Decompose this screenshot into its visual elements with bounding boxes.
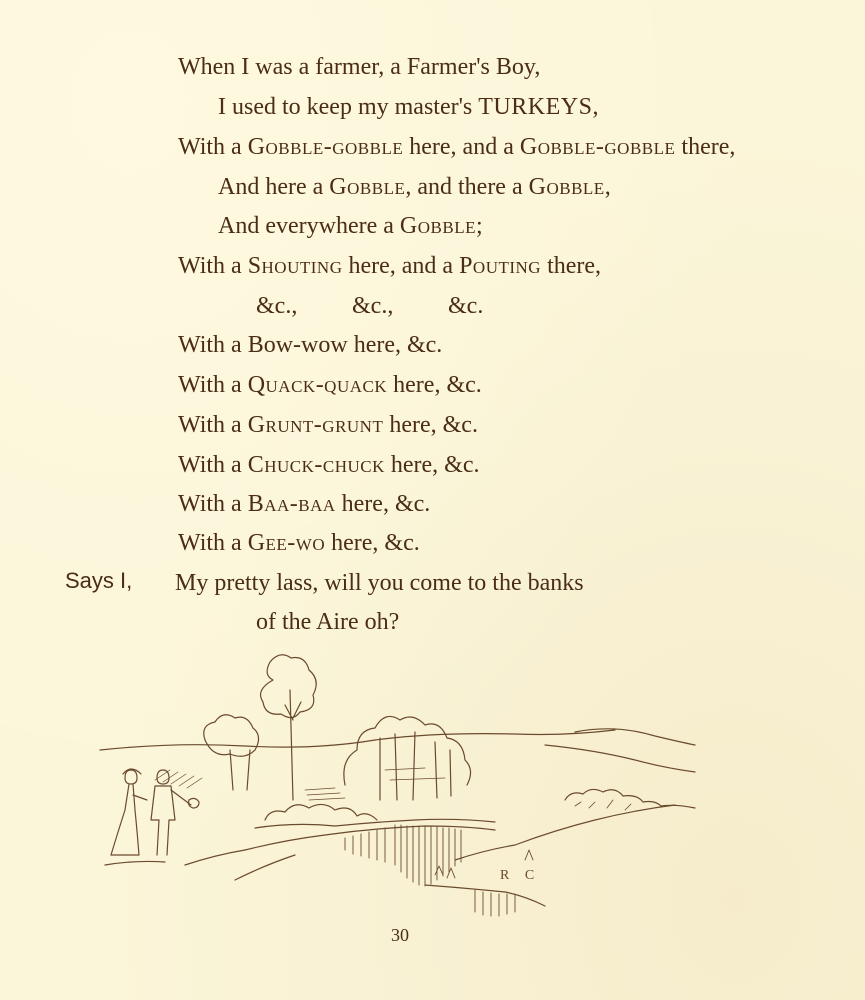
illustrator-monogram: R C — [500, 868, 541, 883]
verse-line-8: With a Bow-wow here, &c. — [178, 332, 443, 358]
verse-line-11: With a Chuck-chuck here, &c. — [178, 452, 480, 478]
verse-line-7-etc-3: &c. — [448, 293, 484, 319]
verse-line-15: of the Aire oh? — [256, 609, 400, 635]
verse-line-4: And here a Gobble, and there a Gobble, — [218, 174, 611, 200]
verse-line-14: My pretty lass, will you come to the banks — [175, 570, 584, 596]
verse-line-9: With a Quack-quack here, &c. — [178, 372, 482, 398]
verse-line-3: With a Gobble-gobble here, and a Gobble-gobble there, — [178, 134, 736, 160]
verse-line-7-etc-2: &c., — [352, 293, 394, 319]
verse-line-7-etc-1: &c., — [256, 293, 298, 319]
verse-line-13: With a Gee-wo here, &c. — [178, 530, 420, 556]
verse-line-5: And everywhere a Gobble; — [218, 213, 483, 239]
verse-line-12: With a Baa-baa here, &c. — [178, 491, 431, 517]
page-number: 30 — [391, 925, 409, 945]
speaker-label: Says I, — [65, 568, 133, 593]
verse-line-10: With a Grunt-grunt here, &c. — [178, 412, 478, 438]
verse-line-1: When I was a farmer, a Farmer's Boy, — [178, 54, 541, 80]
verse-line-2: I used to keep my master's TURKEYS, — [218, 94, 599, 120]
verse-line-6: With a Shouting here, and a Pouting there, — [178, 253, 602, 279]
landscape-illustration — [95, 650, 705, 920]
